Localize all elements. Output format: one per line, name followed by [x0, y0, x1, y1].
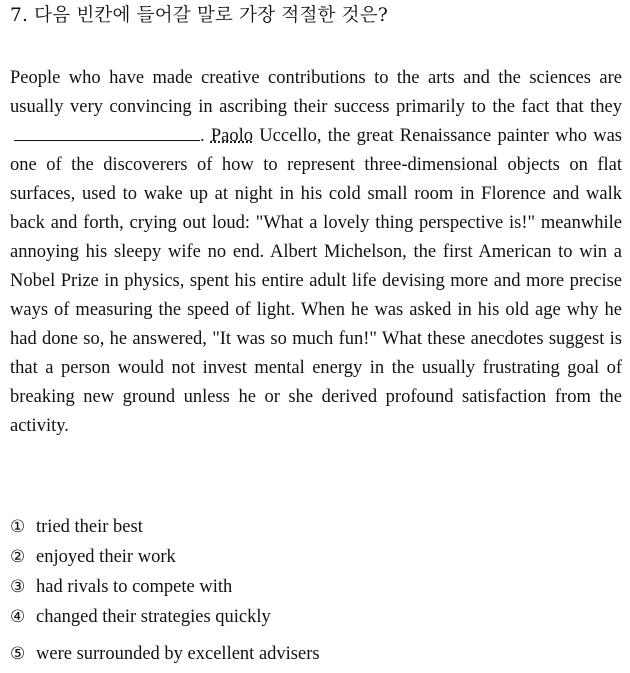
option-1-marker: ① [10, 517, 26, 537]
option-5[interactable] [10, 639, 320, 669]
option-3-marker: ③ [10, 577, 26, 597]
answer-blank [14, 139, 200, 141]
passage-text-after-blank: Uccello, the great Renaissance painter who was one of the discoverers of how to represent three-dimensional objects on flat surfaces, used to wake up at night in his cold small room in Florence and walk back and forth, crying out loud: "What a lovely thing perspective is!" meanwhile annoying his sleepy wife no end. Albert Michelson, the first American to win a Nobel Prize in physics, spent his entire adult life devising more and more precise ways of measuring the speed of light. When he was asked in his old age why he had done so, he answered, "It was so much fun!" What these anecdotes suggest is that a person would not invest mental energy in the usually frustrating goal of breaking new ground unless he or she derived profound satisfaction from the activity. [10, 126, 623, 436]
option-2-marker: ② [10, 547, 26, 567]
option-4[interactable] [10, 602, 320, 632]
option-3[interactable] [10, 572, 320, 602]
option-2-text: enjoyed their work [36, 547, 176, 567]
answer-options [10, 512, 320, 669]
blank-period: . [200, 126, 205, 146]
option-4-marker: ④ [10, 607, 26, 627]
option-1[interactable] [10, 512, 320, 542]
option-5-text: were surrounded by excellent advisers [36, 644, 320, 664]
option-2[interactable] [10, 542, 320, 572]
passage-text-before-blank: People who have made creative contributions to the arts and the sciences are usually very convincing in ascribing their success primarily to the fact that they [10, 68, 622, 117]
name-paolo: Paolo [210, 126, 254, 146]
option-4-text: changed their strategies quickly [36, 607, 271, 627]
question-title: 7. 다음 빈칸에 들어갈 말로 가장 적절한 것은? [10, 5, 388, 26]
option-1-text: tried their best [36, 517, 143, 537]
option-5-marker: ⑤ [10, 644, 26, 664]
option-3-text: had rivals to compete with [36, 577, 233, 597]
reading-passage [10, 64, 622, 441]
